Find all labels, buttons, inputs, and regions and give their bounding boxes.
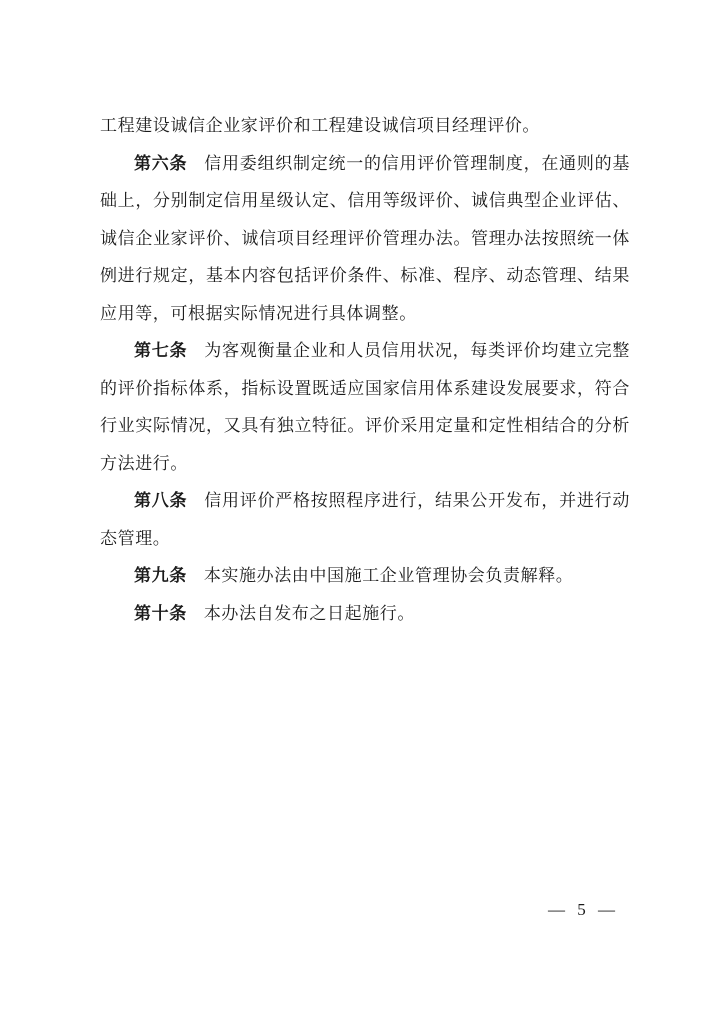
page-number: — 5 —	[548, 900, 619, 919]
article-number: 第九条	[134, 566, 187, 586]
article-6	[100, 146, 630, 334]
article-9	[100, 558, 630, 596]
article-number: 第七条	[134, 341, 188, 361]
article-text: 本办法自发布之日起施行。	[203, 603, 416, 624]
article-text: 信用委组织制定统一的信用评价管理制度，在通则的基础上，分别制定信用星级认定、信用等级评价、诚信典型企业评估、诚信企业家评价、诚信项目经理评价管理办法。管理办法按照统一体例进行规定，基本内容包括评价条件、标准、程序、动态管理、结果应用等，可根据实际情况进行具体调整。	[100, 153, 630, 324]
article-number: 第十条	[134, 603, 187, 624]
article-7	[100, 333, 630, 483]
article-10	[100, 596, 630, 634]
article-text: 信用评价严格按照程序进行，结果公开发布，并进行动态管理。	[100, 491, 630, 549]
document-page	[100, 108, 630, 633]
article-number: 第八条	[134, 491, 188, 511]
article-text: 为客观衡量企业和人员信用状况，每类评价均建立完整的评价指标体系，指标设置既适应国家信用体系建设发展要求，符合行业实际情况，又具有独立特征。评价采用定量和定性相结合的分析方法进行。	[100, 341, 630, 474]
article-number: 第六条	[134, 153, 188, 174]
continuation-paragraph: 工程建设诚信企业家评价和工程建设诚信项目经理评价。	[100, 116, 540, 136]
article-text: 本实施办法由中国施工企业管理协会负责解释。	[203, 566, 574, 586]
article-8	[100, 483, 630, 558]
